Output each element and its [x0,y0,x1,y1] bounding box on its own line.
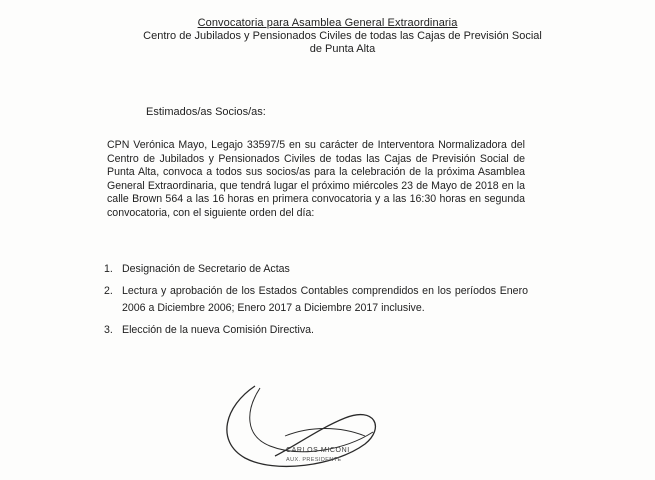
agenda-item-number: 3. [104,323,113,336]
agenda-list [104,261,528,343]
agenda-item-number: 2. [104,284,113,297]
agenda-item [104,322,528,340]
signature-name: CARLOS MICONI [286,447,350,454]
body-paragraph: CPN Verónica Mayo, Legajo 33597/5 en su carácter de Interventora Normalizadora del Centro de Jubilados y Pensionados Civiles de todas las Cajas de Previsión Social de Punta Alta, convoca a todos sus socios/as para la celebración de la próxima Asamblea General Extraordinaria, que tendrá lugar el próximo miércoles 23 de Mayo de 2018 en la calle Brown 564 a las 16 horas en primera convocatoria y a las 16:30 horas en segunda convocatoria, con el siguiente orden del día: [107,139,525,219]
greeting: Estimados/as Socios/as: [146,106,266,118]
agenda-item-text: Lectura y aprobación de los Estados Contables comprendidos en los períodos Enero 2006 a Diciembre 2006; Enero 2017 a Diciembre 2017 inclusive. [122,284,528,314]
agenda-item-text: Elección de la nueva Comisión Directiva. [122,323,314,336]
document-subtitle-line-1: Centro de Jubilados y Pensionados Civiles de todas las Cajas de Previsión Social [143,30,542,42]
document-title: Convocatoria para Asamblea General Extraordinaria [197,17,458,29]
agenda-item-text: Designación de Secretario de Actas [122,263,290,275]
signature-role: AUX. PRESIDENTE [286,457,342,463]
agenda-item [104,261,528,279]
document-subtitle-line-2: de Punta Alta [309,43,376,55]
document-header [0,17,655,56]
agenda-item-number: 1. [104,263,113,275]
agenda-item [104,283,528,318]
